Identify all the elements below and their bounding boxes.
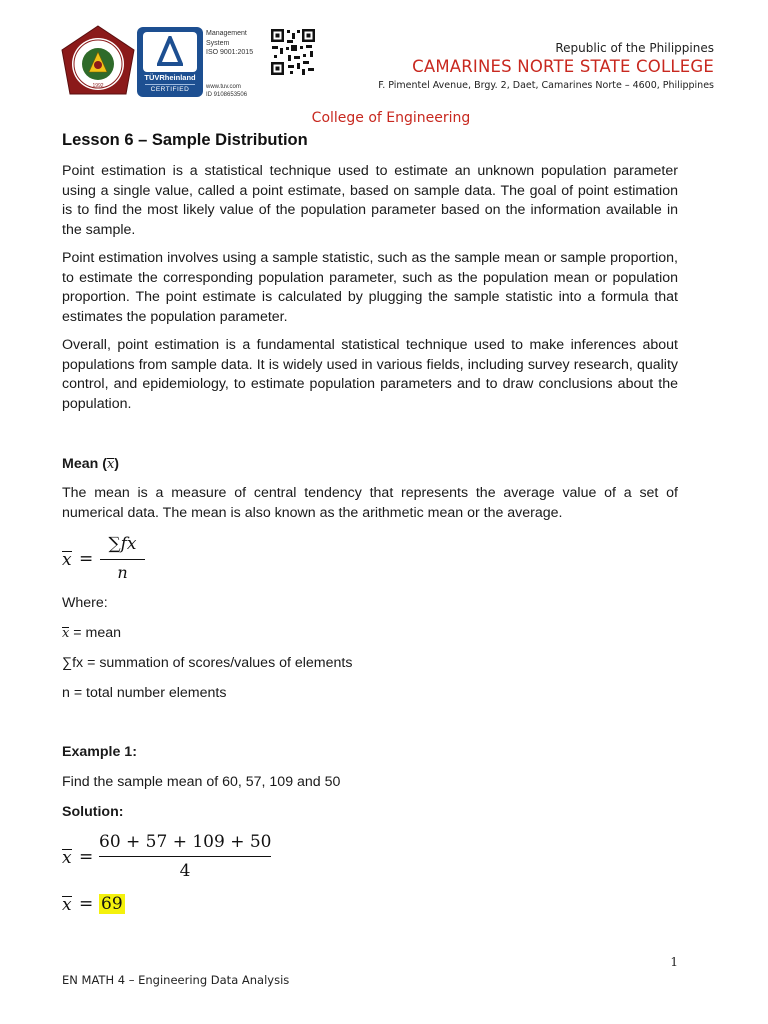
paragraph-1: Point estimation is a statistical technique used to estimate an unknown population parameter using a single value, called a point estimate, based on sample data. The goal of point estimation is to find the most likely value of the population parameter based on the information available in the sample. — [62, 163, 678, 238]
x-bar-symbol: x — [106, 457, 115, 472]
page-number: 1 — [670, 955, 678, 969]
mean-description: The mean is a measure of central tendency that represents the average value of a set of numerical data. The mean is also known as the arithmetic mean or the average. — [62, 485, 678, 521]
college-name: CAMARINES NORTE STATE COLLEGE — [412, 57, 714, 76]
example-problem: Find the sample mean of 60, 57, 109 and 50 — [62, 774, 341, 790]
solution-denominator: 4 — [179, 861, 191, 881]
cert-system: System — [206, 39, 230, 47]
cert-id: ID 9108653506 — [206, 92, 248, 98]
college-address: F. Pimentel Avenue, Brgy. 2, Daet, Camarines Norte – 4600, Philippines — [378, 80, 714, 91]
tuv-badge — [137, 27, 203, 97]
tuv-name: TÜVRheinland — [144, 73, 196, 82]
formula-denominator: n — [117, 563, 128, 582]
result-answer: 69 — [101, 894, 123, 914]
definition-n: n = total number elements — [62, 685, 227, 701]
mean-heading: Mean (x) — [62, 456, 120, 472]
solution-result — [62, 893, 123, 919]
tuv-triangle-icon — [157, 36, 183, 68]
formula-numerator: ∑fx — [108, 534, 137, 554]
def-x-bar-symbol: x — [62, 626, 70, 641]
formula-lhs: x — [62, 550, 72, 570]
cert-iso: ISO 9001:2015 — [206, 49, 254, 56]
paragraph-3: Overall, point estimation is a fundamental statistical technique used to make inferences about populations from sample data. It is widely used in various fields, including survey research, quality control, and epidemiology, to estimate population parameters and to draw conclusions about the population. — [62, 337, 678, 412]
solution-label: Solution: — [62, 804, 124, 820]
formula-equals: = — [79, 549, 94, 569]
college-seal-logo — [60, 24, 136, 98]
solution-numerator: 60 + 57 + 109 + 50 — [99, 832, 272, 852]
course-footer: EN MATH 4 – Engineering Data Analysis — [62, 973, 290, 987]
republic-text: Republic of the Philippines — [555, 41, 714, 55]
cert-url: www.tuv.com — [206, 84, 241, 90]
result-equals: = — [79, 894, 94, 914]
solution-formula — [62, 828, 292, 888]
mean-formula — [62, 530, 182, 590]
result-lhs: x — [62, 895, 72, 915]
lesson-title: Lesson 6 – Sample Distribution — [62, 131, 308, 149]
seal-year: 1992 — [92, 83, 104, 89]
tuv-certified: CERTIFIED — [145, 84, 195, 93]
solution-lhs: x — [62, 848, 72, 868]
where-label: Where: — [62, 595, 108, 611]
solution-equals: = — [79, 847, 94, 867]
definition-sum: ∑fx = summation of scores/values of elements — [62, 655, 353, 671]
paragraph-2: Point estimation involves using a sample statistic, such as the sample mean or sample proportion, to estimate the corresponding population parameter, such as the population mean or population proportion. The point estimate is calculated by plugging the sample statistic into a formula that estimates the population parameter. — [62, 250, 678, 325]
cert-management: Management — [206, 30, 247, 37]
example-heading: Example 1: — [62, 744, 137, 760]
department-name: College of Engineering — [311, 110, 471, 126]
definition-mean: x = mean — [62, 625, 122, 641]
qr-code-icon — [270, 28, 316, 76]
